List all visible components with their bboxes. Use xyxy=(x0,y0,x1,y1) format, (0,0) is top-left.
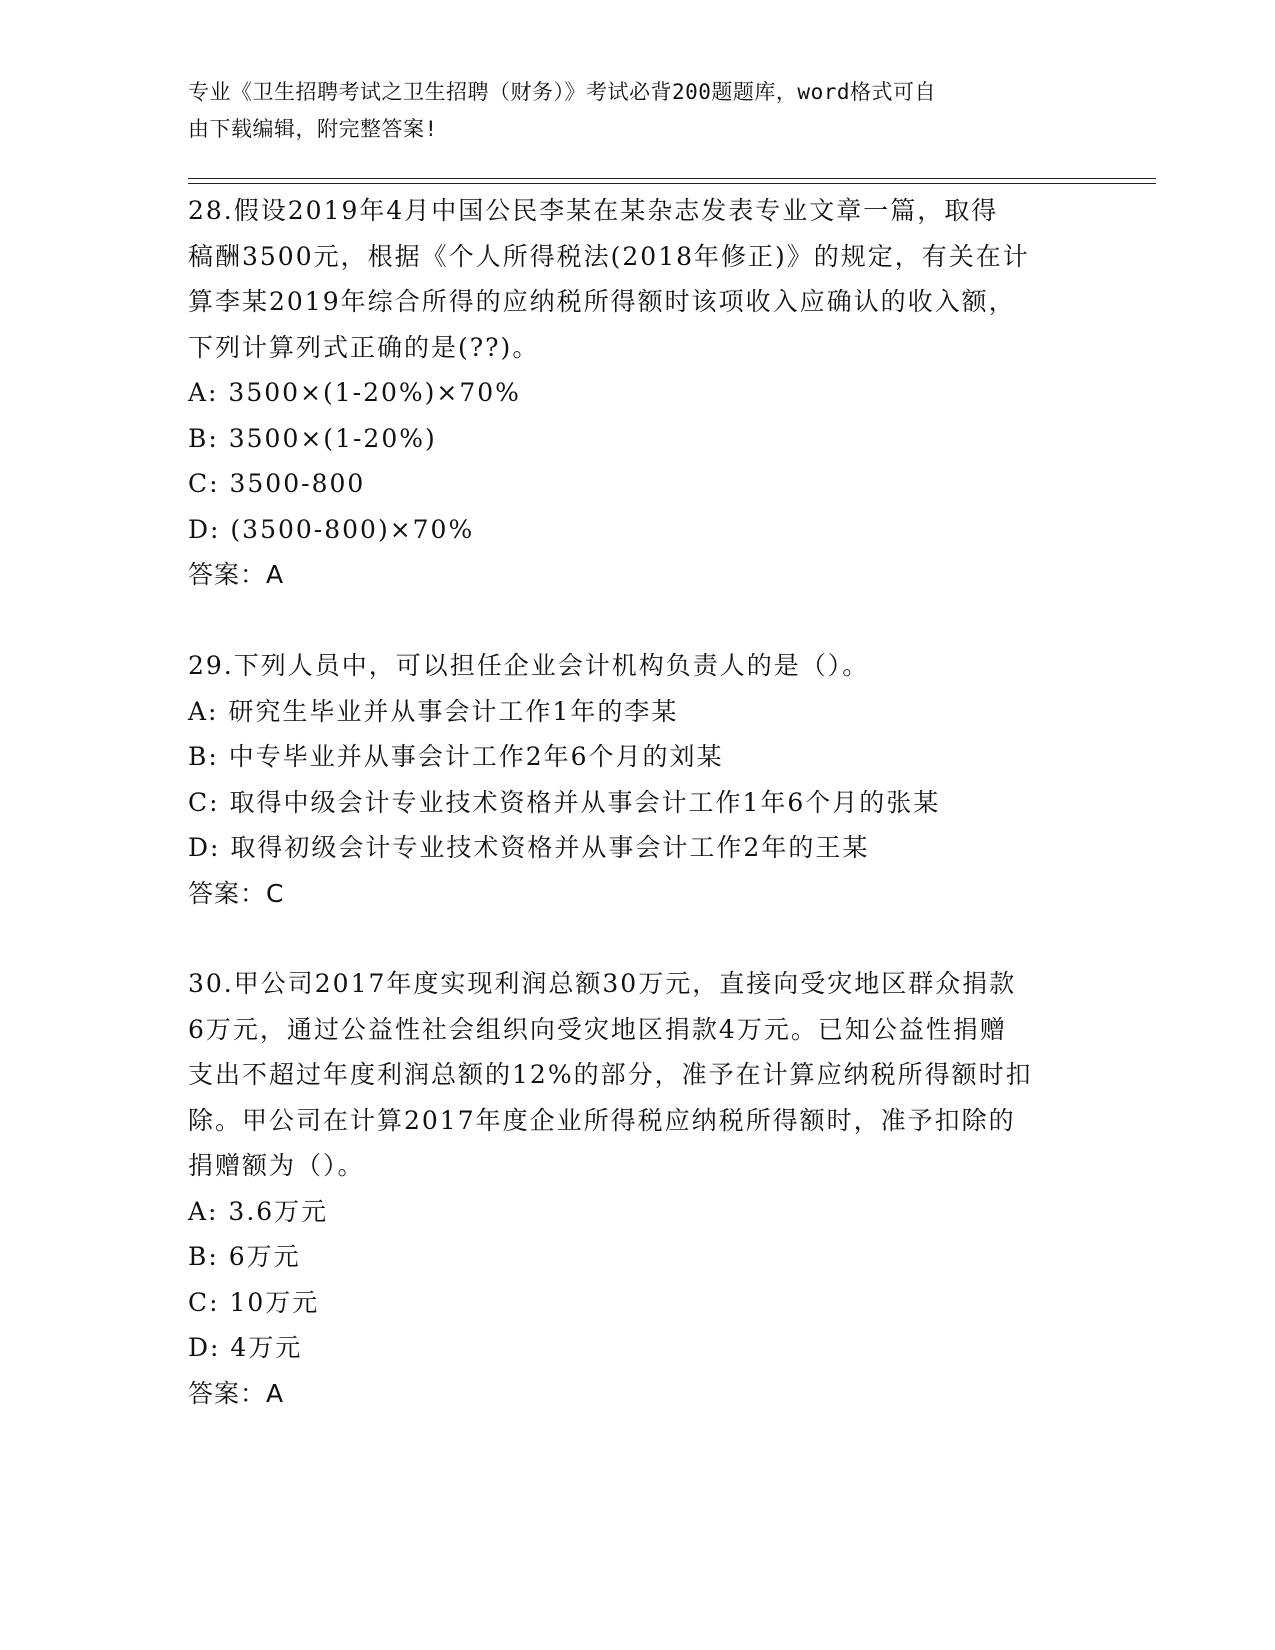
question-stem: 30.甲公司2017年度实现利润总额30万元，直接向受灾地区群众捐款 xyxy=(188,969,1017,998)
option-b: B: 中专毕业并从事会计工作2年6个月的刘某 xyxy=(188,742,724,771)
question-stem: 下列计算列式正确的是(??)。 xyxy=(188,332,540,362)
question-stem: 支出不超过年度利润总额的12%的部分，准予在计算应纳税所得额时扣 xyxy=(188,1060,1033,1089)
question-stem: 6万元，通过公益性社会组织向受灾地区捐款4万元。已知公益性捐赠 xyxy=(188,1014,1007,1044)
option-d: D: 取得初级会计专业技术资格并从事会计工作2年的王某 xyxy=(188,833,870,862)
question-stem: 28.假设2019年4月中国公民李某在某杂志发表专业文章一篇，取得 xyxy=(188,196,999,225)
option-a: A: 研究生毕业并从事会计工作1年的李某 xyxy=(188,696,679,726)
option-c: C: 3500-800 xyxy=(188,469,366,498)
header-divider xyxy=(188,183,1156,184)
header-line: 由下载编辑，附完整答案! xyxy=(188,117,438,141)
header-line: 专业《卫生招聘考试之卫生招聘（财务）》考试必背200题题库，word格式可自 xyxy=(188,80,936,104)
option-b: B: 6万元 xyxy=(188,1242,301,1271)
question-stem: 29.下列人员中，可以担任企业会计机构负责人的是（）。 xyxy=(188,651,870,680)
question-stem: 稿酬3500元，根据《个人所得税法(2018年修正)》的规定，有关在计 xyxy=(188,241,1030,271)
option-c: C: 取得中级会计专业技术资格并从事会计工作1年6个月的张某 xyxy=(188,787,941,817)
question-stem: 算李某2019年综合所得的应纳税所得额时该项收入应确认的收入额， xyxy=(188,287,1016,316)
option-d: D: 4万元 xyxy=(188,1333,303,1362)
option-a: A: 3.6万元 xyxy=(188,1196,329,1226)
option-b: B: 3500×(1-20%) xyxy=(188,423,437,453)
question-stem: 捐赠额为（）。 xyxy=(188,1151,365,1180)
answer-line: 答案：A xyxy=(188,1378,285,1408)
question-29 xyxy=(188,643,1088,916)
document-header xyxy=(188,74,1068,148)
header-divider xyxy=(188,178,1156,179)
answer-line: 答案：A xyxy=(188,560,285,589)
question-28 xyxy=(188,188,1088,598)
option-c: C: 10万元 xyxy=(188,1287,320,1317)
question-30 xyxy=(188,961,1088,1416)
question-stem: 除。甲公司在计算2017年度企业所得税应纳税所得额时，准予扣除的 xyxy=(188,1105,1016,1135)
option-a: A: 3500×(1-20%)×70% xyxy=(188,378,521,407)
answer-line: 答案：C xyxy=(188,878,285,908)
option-d: D: (3500-800)×70% xyxy=(188,514,475,544)
